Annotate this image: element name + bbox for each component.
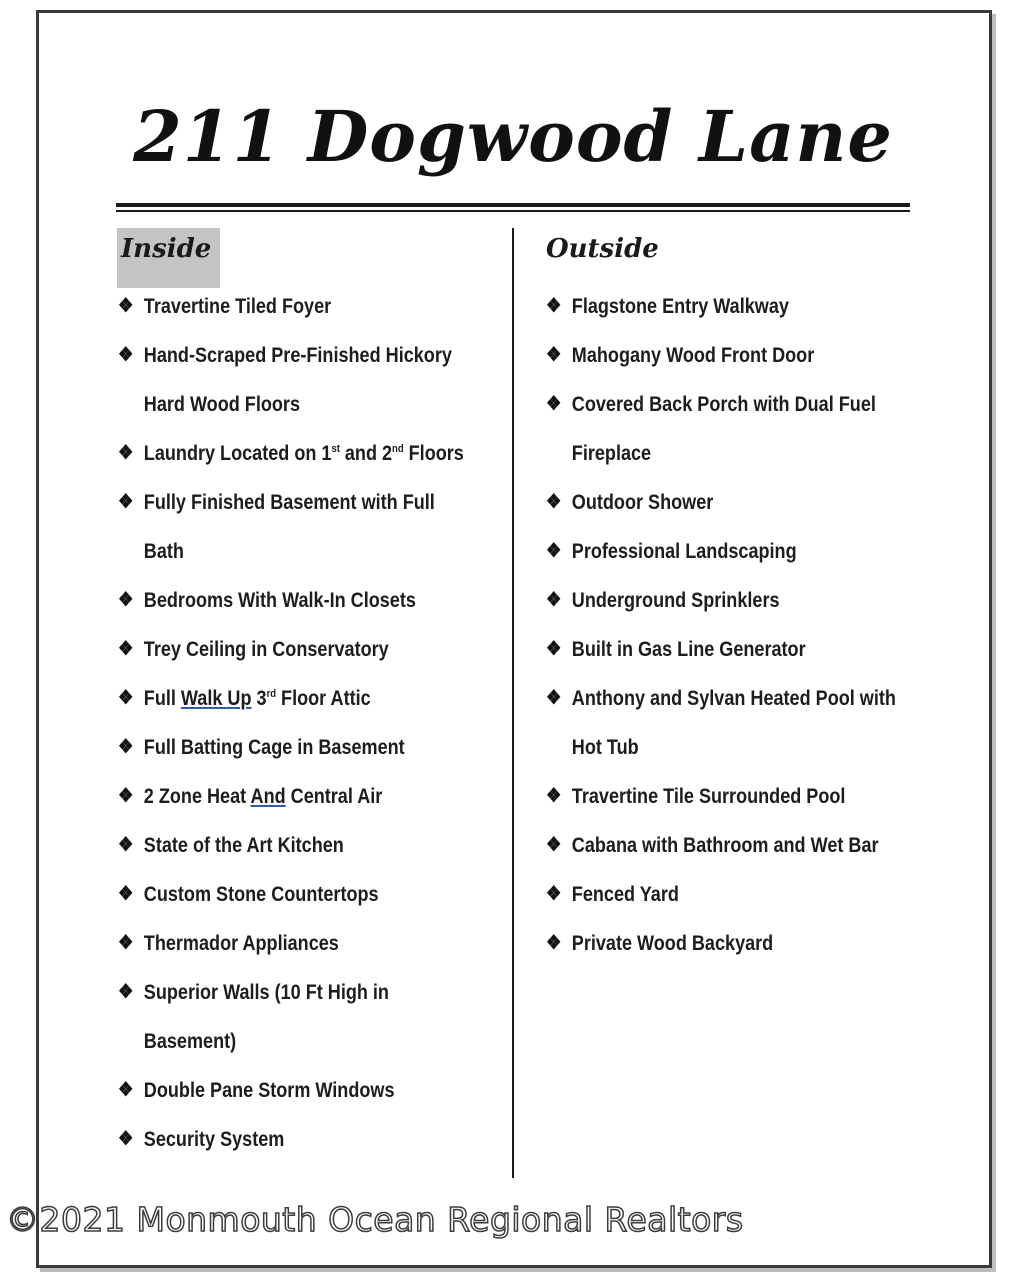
feature-list-item [546,527,950,576]
diamond-bullet-icon: ❖ [118,491,134,513]
diamond-bullet-icon: ❖ [118,785,134,807]
feature-list-item [118,331,522,429]
feature-list-item [118,674,522,723]
diamond-bullet-icon: ❖ [546,589,562,611]
copyright-watermark: ©2021 Monmouth Ocean Regional Realtors [6,1200,744,1239]
feature-list-item [546,870,950,919]
diamond-bullet-icon: ❖ [118,883,134,905]
outside-heading: Outside [546,234,659,264]
feature-list-item [546,919,950,968]
feature-list-item [118,968,522,1066]
ordinal-suffix: st [331,443,340,455]
diamond-bullet-icon: ❖ [118,981,134,1003]
underlined-text: Walk Up [180,687,252,710]
feature-text: Travertine Tiled Foyer [143,295,332,318]
feature-list-item [546,576,950,625]
feature-list-item [118,576,522,625]
feature-text [144,429,522,478]
feature-text: Hand-Scraped Pre-Finished Hickory [143,344,452,367]
feature-list-item [546,282,950,331]
feature-list-item [546,380,950,478]
document-title: 211 Dogwood Lane [133,95,893,178]
inside-heading: Inside [117,228,220,288]
feature-text: Covered Back Porch with Dual Fuel [571,393,876,416]
feature-list-item [546,478,950,527]
feature-text: Double Pane Storm Windows [143,1079,395,1102]
diamond-bullet-icon: ❖ [118,1128,134,1150]
ordinal-suffix: nd [392,443,404,455]
diamond-bullet-icon: ❖ [118,1079,134,1101]
text-fragment: Floors [403,442,464,465]
diamond-bullet-icon: ❖ [546,393,562,415]
text-fragment: Floor Attic [276,687,371,710]
diamond-bullet-icon: ❖ [546,785,562,807]
feature-list-item [118,625,522,674]
feature-text: Underground Sprinklers [571,589,780,612]
underlined-text: And [250,785,286,808]
feature-text: Flagstone Entry Walkway [571,295,789,318]
feature-text: Fireplace [571,442,652,465]
feature-text: Thermador Appliances [143,932,339,955]
feature-list-item [546,674,950,772]
feature-text: Fenced Yard [571,883,679,906]
feature-text: Cabana with Bathroom and Wet Bar [571,834,879,857]
diamond-bullet-icon: ❖ [546,295,562,317]
feature-text: Built in Gas Line Generator [571,638,806,661]
feature-text: Hard Wood Floors [143,393,300,416]
text-fragment: Laundry Located on 1 [143,442,332,465]
diamond-bullet-icon: ❖ [546,834,562,856]
diamond-bullet-icon: ❖ [546,638,562,660]
text-fragment: Full [143,687,181,710]
diamond-bullet-icon: ❖ [546,883,562,905]
text-fragment: Central Air [285,785,383,808]
feature-text: Bedrooms With Walk-In Closets [143,589,416,612]
text-fragment: and 2 [339,442,393,465]
feature-text: Anthony and Sylvan Heated Pool with [571,687,896,710]
diamond-bullet-icon: ❖ [546,687,562,709]
feature-list-item [118,772,522,821]
feature-list-item [118,1066,522,1115]
feature-list-item [118,478,522,576]
feature-text: Superior Walls (10 Ft High in [143,981,389,1004]
diamond-bullet-icon: ❖ [118,834,134,856]
feature-text: Custom Stone Countertops [143,883,379,906]
title-rule-thin [116,210,910,212]
diamond-bullet-icon: ❖ [118,736,134,758]
feature-text: Basement) [143,1030,237,1053]
feature-text: Trey Ceiling in Conservatory [143,638,389,661]
diamond-bullet-icon: ❖ [546,491,562,513]
feature-text: Travertine Tile Surrounded Pool [571,785,846,808]
inside-feature-list [118,282,498,1164]
outside-feature-list [546,282,926,968]
feature-list-item [546,625,950,674]
feature-list-item [118,1115,522,1164]
feature-text: Professional Landscaping [571,540,797,563]
feature-list-item [118,282,522,331]
feature-text [144,674,522,723]
feature-text: Mahogany Wood Front Door [571,344,815,367]
feature-list-item [546,821,950,870]
feature-text: Private Wood Backyard [571,932,774,955]
diamond-bullet-icon: ❖ [546,344,562,366]
feature-text: Full Batting Cage in Basement [143,736,405,759]
feature-list-item [118,723,522,772]
feature-list-item [546,331,950,380]
diamond-bullet-icon: ❖ [118,638,134,660]
feature-text: State of the Art Kitchen [143,834,344,857]
feature-text: Security System [143,1128,285,1151]
diamond-bullet-icon: ❖ [118,442,134,464]
diamond-bullet-icon: ❖ [118,344,134,366]
feature-list-item [118,821,522,870]
text-fragment: 3 [251,687,267,710]
feature-text: Bath [143,540,184,563]
feature-text [144,772,522,821]
diamond-bullet-icon: ❖ [118,295,134,317]
feature-text: Fully Finished Basement with Full [143,491,435,514]
title-rule-thick [116,203,910,207]
diamond-bullet-icon: ❖ [546,540,562,562]
text-fragment: 2 Zone Heat [143,785,251,808]
diamond-bullet-icon: ❖ [118,589,134,611]
diamond-bullet-icon: ❖ [546,932,562,954]
feature-list-item [118,429,522,478]
diamond-bullet-icon: ❖ [118,687,134,709]
feature-list-item [118,919,522,968]
ordinal-suffix: rd [266,688,277,700]
feature-text: Hot Tub [571,736,639,759]
feature-text: Outdoor Shower [571,491,714,514]
feature-list-item [546,772,950,821]
feature-list-item [118,870,522,919]
diamond-bullet-icon: ❖ [118,932,134,954]
